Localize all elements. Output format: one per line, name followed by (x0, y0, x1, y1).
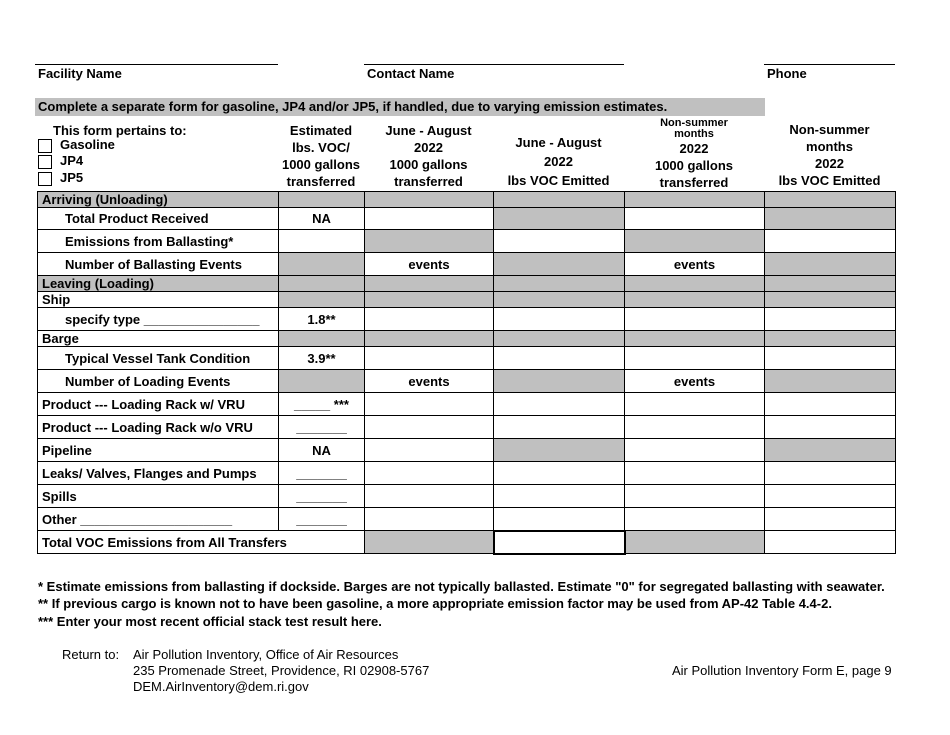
row-label-barge: Barge (38, 331, 279, 347)
row-label-other[interactable]: Other _____________________ (38, 508, 279, 531)
table-row (38, 276, 896, 292)
total-summer-emissions[interactable] (494, 531, 625, 554)
option-gasoline[interactable]: Gasoline (38, 137, 115, 153)
row-label-leaks: Leaks/ Valves, Flanges and Pumps (38, 462, 279, 485)
row-label-total-product: Total Product Received (38, 208, 279, 230)
section-leaving: Leaving (Loading) (38, 276, 279, 292)
phone-line[interactable] (764, 64, 895, 65)
row-label-typical-vessel: Typical Vessel Tank Condition (38, 347, 279, 370)
table-row: Spills _______ (38, 485, 896, 508)
footnote-3: *** Enter your most recent official stack test result here. (38, 614, 382, 629)
row-label-pipeline: Pipeline (38, 439, 279, 462)
table-row: Leaks/ Valves, Flanges and Pumps _______ (38, 462, 896, 485)
row-label-ballasting: Emissions from Ballasting* (38, 230, 279, 253)
phone-label: Phone (767, 66, 807, 81)
checkbox-jp4[interactable] (38, 155, 52, 169)
table-row (38, 331, 896, 347)
total-nonsummer-emissions[interactable] (765, 531, 896, 554)
row-label-rack-no-vru: Product --- Loading Rack w/o VRU (38, 416, 279, 439)
instruction-banner: Complete a separate form for gasoline, JP4 and/or JP5, if handled, due to varying emission estimates. (35, 98, 765, 116)
return-to-label: Return to: (62, 647, 120, 662)
checkbox-jp5[interactable] (38, 172, 52, 186)
table-row: Typical Vessel Tank Condition 3.9** (38, 347, 896, 370)
table-row: Pipeline NA (38, 439, 896, 462)
form-page-id: Air Pollution Inventory Form E, page 9 (672, 663, 892, 678)
row-label-ship: Ship (38, 292, 279, 308)
column-header-summer-emitted: June - August 2022 lbs VOC Emitted (507, 135, 610, 188)
row-label-total: Total VOC Emissions from All Transfers (38, 531, 365, 554)
table-row: specify type ________________ 1.8** (38, 308, 896, 331)
row-label-spills: Spills (38, 485, 279, 508)
table-row: Total Product Received NA (38, 208, 896, 230)
column-header-nonsummer-gallons: Non-summer months 2022 1000 gallons transferred (654, 117, 734, 190)
return-to-line1: Air Pollution Inventory, Office of Air Resources (133, 647, 399, 662)
row-label-ballasting-events: Number of Ballasting Events (38, 253, 279, 276)
row-label-loading-events: Number of Loading Events (38, 370, 279, 393)
option-jp4[interactable]: JP4 (38, 153, 83, 169)
table-row: Number of Loading Events events events (38, 370, 896, 393)
section-arriving: Arriving (Unloading) (38, 192, 279, 208)
column-header-estimated: Estimated lbs. VOC/ 1000 gallons transferred (281, 123, 361, 189)
table-row (38, 531, 896, 554)
checkbox-gasoline[interactable] (38, 139, 52, 153)
row-label-rack-vru: Product --- Loading Rack w/ VRU (38, 393, 279, 416)
pertains-label: This form pertains to: (53, 123, 187, 138)
column-header-nonsummer-emitted: Non-summer months 2022 lbs VOC Emitted (778, 122, 881, 188)
contact-name-line[interactable] (364, 64, 624, 65)
option-jp5[interactable]: JP5 (38, 170, 83, 186)
footnote-1: * Estimate emissions from ballasting if dockside. Barges are not typically ballasted. Estimate "0" for segregated ballasting with seawater. (38, 579, 885, 594)
row-label-specify-type[interactable]: specify type ________________ (38, 308, 279, 331)
footnote-2: ** If previous cargo is known not to have been gasoline, a more appropriate emission factor may be used from AP-42 Table 4.4-2. (38, 596, 832, 611)
emissions-table (37, 191, 896, 555)
return-to-line2: 235 Promenade Street, Providence, RI 02908-5767 (133, 663, 430, 678)
table-row: Other _____________________ _______ (38, 508, 896, 531)
table-row (38, 192, 896, 208)
return-to-email[interactable]: DEM.AirInventory@dem.ri.gov (133, 679, 309, 694)
table-row (38, 292, 896, 308)
facility-name-line[interactable] (35, 64, 278, 65)
table-row: Number of Ballasting Events events events (38, 253, 896, 276)
table-row: Product --- Loading Rack w/o VRU _______ (38, 416, 896, 439)
table-row: Product --- Loading Rack w/ VRU _____ *** (38, 393, 896, 416)
contact-name-label: Contact Name (367, 66, 455, 81)
column-header-summer-gallons: June - August 2022 1000 gallons transferred (385, 123, 472, 189)
facility-name-label: Facility Name (38, 66, 122, 81)
table-row (38, 230, 896, 253)
